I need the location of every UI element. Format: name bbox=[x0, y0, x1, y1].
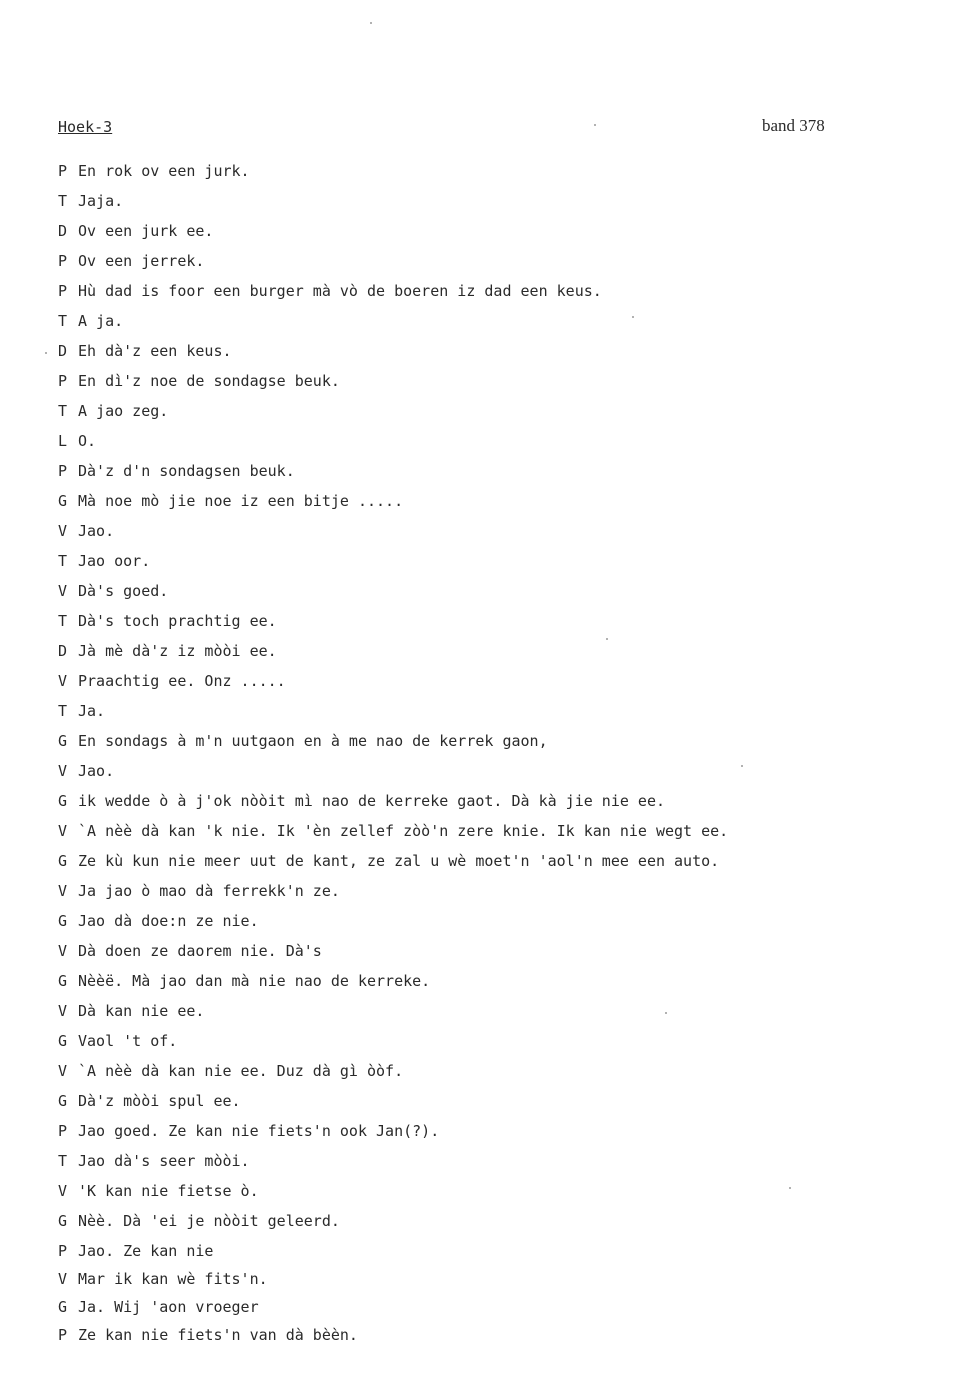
scan-speck bbox=[741, 765, 743, 767]
transcript-line bbox=[58, 1209, 938, 1239]
transcript-line bbox=[58, 1267, 938, 1295]
speaker-code: T bbox=[58, 1152, 68, 1170]
speaker-code: V bbox=[58, 822, 68, 840]
transcript-line bbox=[58, 1179, 938, 1209]
speaker-code: V bbox=[58, 1182, 68, 1200]
speaker-code: D bbox=[58, 642, 68, 660]
speaker-code: V bbox=[58, 762, 68, 780]
band-number: band 378 bbox=[762, 116, 825, 135]
transcript-line bbox=[58, 399, 938, 429]
speaker-code: V bbox=[58, 1062, 68, 1080]
speech-text: 'K kan nie fietse ò. bbox=[78, 1182, 259, 1200]
speech-text: O. bbox=[78, 432, 97, 450]
scan-speck bbox=[594, 124, 596, 126]
transcript-line bbox=[58, 489, 938, 519]
speaker-code: G bbox=[58, 972, 68, 990]
transcript-line bbox=[58, 1029, 938, 1059]
transcript-line bbox=[58, 369, 938, 399]
speech-text: Dà's toch prachtig ee. bbox=[78, 612, 277, 630]
transcript-line bbox=[58, 729, 938, 759]
transcript-line bbox=[58, 849, 938, 879]
speaker-code: G bbox=[58, 1212, 68, 1230]
scan-speck bbox=[632, 316, 634, 318]
speech-text: Jaja. bbox=[78, 192, 124, 210]
transcript-line bbox=[58, 999, 938, 1029]
speaker-code: T bbox=[58, 402, 68, 420]
speech-text: Ze kan nie fiets'n van dà bèèn. bbox=[78, 1326, 358, 1344]
transcript-line bbox=[58, 429, 938, 459]
speech-text: En rok ov een jurk. bbox=[78, 162, 250, 180]
speech-text: Dà'z mòòi spul ee. bbox=[78, 1092, 241, 1110]
speaker-code: L bbox=[58, 432, 68, 450]
speech-text: Jao oor. bbox=[78, 552, 151, 570]
speech-text: `A nèè dà kan 'k nie. Ik 'èn zellef zòò'n zere knie. Ik kan nie wegt ee. bbox=[78, 822, 729, 840]
transcript-line bbox=[58, 1239, 938, 1267]
speech-text: Jao. Ze kan nie bbox=[78, 1242, 214, 1260]
transcript-line bbox=[58, 219, 938, 249]
speech-text: En dì'z noe de sondagse beuk. bbox=[78, 372, 340, 390]
speaker-code: G bbox=[58, 852, 68, 870]
speaker-code: P bbox=[58, 282, 68, 300]
transcript-line bbox=[58, 579, 938, 609]
transcript-line bbox=[58, 1119, 938, 1149]
speaker-code: P bbox=[58, 462, 68, 480]
speech-text: Hù dad is foor een burger mà vò de boeren iz dad een keus. bbox=[78, 282, 602, 300]
speech-text: Jao dà's seer mòòi. bbox=[78, 1152, 250, 1170]
speech-text: Dà doen ze daorem nie. Dà's bbox=[78, 942, 322, 960]
speech-text: Ov een jurk ee. bbox=[78, 222, 214, 240]
speaker-code: T bbox=[58, 702, 68, 720]
speech-text: Ja. bbox=[78, 702, 106, 720]
speech-text: ik wedde ò à j'ok nòòit mì nao de kerreke gaot. Dà kà jie nie ee. bbox=[78, 792, 665, 810]
scan-speck bbox=[665, 1012, 667, 1014]
transcript-line bbox=[58, 249, 938, 279]
speech-text: `A nèè dà kan nie ee. Duz dà gì òòf. bbox=[78, 1062, 404, 1080]
transcript-line bbox=[58, 1089, 938, 1119]
transcript-line bbox=[58, 1059, 938, 1089]
transcript-line bbox=[58, 279, 938, 309]
speech-text: Ja. Wij 'aon vroeger bbox=[78, 1298, 259, 1316]
transcript-line bbox=[58, 1295, 938, 1323]
speech-text: Nèèë. Mà jao dan mà nie nao de kerreke. bbox=[78, 972, 431, 990]
speaker-code: G bbox=[58, 912, 68, 930]
speech-text: En sondags à m'n uutgaon en à me nao de kerrek gaon, bbox=[78, 732, 548, 750]
speech-text: Dà's goed. bbox=[78, 582, 169, 600]
scan-speck bbox=[789, 1187, 791, 1189]
transcript-line bbox=[58, 969, 938, 999]
speech-text: Mar ik kan wè fits'n. bbox=[78, 1270, 268, 1288]
speaker-code: D bbox=[58, 342, 68, 360]
speech-text: Eh dà'z een keus. bbox=[78, 342, 232, 360]
speech-text: Jao. bbox=[78, 522, 115, 540]
scan-speck bbox=[370, 22, 372, 24]
transcript-line bbox=[58, 339, 938, 369]
speaker-code: V bbox=[58, 882, 68, 900]
speaker-code: T bbox=[58, 552, 68, 570]
speaker-code: V bbox=[58, 582, 68, 600]
speech-text: Ze kù kun nie meer uut de kant, ze zal u wè moet'n 'aol'n mee een auto. bbox=[78, 852, 720, 870]
speech-text: Mà noe mò jie noe iz een bitje ..... bbox=[78, 492, 404, 510]
transcript-line bbox=[58, 669, 938, 699]
transcript-line bbox=[58, 459, 938, 489]
transcript-line bbox=[58, 549, 938, 579]
speech-text: Dà'z d'n sondagsen beuk. bbox=[78, 462, 295, 480]
speech-text: Nèè. Dà 'ei je nòòit geleerd. bbox=[78, 1212, 340, 1230]
document-title: Hoek-3 bbox=[58, 118, 113, 136]
speaker-code: G bbox=[58, 792, 68, 810]
transcript-lines bbox=[58, 159, 938, 1351]
transcript-line bbox=[58, 939, 938, 969]
transcript-line bbox=[58, 879, 938, 909]
speaker-code: V bbox=[58, 1270, 68, 1288]
speech-text: Vaol 't of. bbox=[78, 1032, 178, 1050]
speaker-code: V bbox=[58, 1002, 68, 1020]
speaker-code: G bbox=[58, 732, 68, 750]
speaker-code: G bbox=[58, 1032, 68, 1050]
transcript-line bbox=[58, 639, 938, 669]
speech-text: Jao dà doe:n ze nie. bbox=[78, 912, 259, 930]
speaker-code: T bbox=[58, 192, 68, 210]
speech-text: A jao zeg. bbox=[78, 402, 169, 420]
transcript-line bbox=[58, 309, 938, 339]
transcript-line bbox=[58, 759, 938, 789]
speech-text: Ja jao ò mao dà ferrekk'n ze. bbox=[78, 882, 340, 900]
transcript-line bbox=[58, 789, 938, 819]
speaker-code: G bbox=[58, 1092, 68, 1110]
speaker-code: V bbox=[58, 672, 68, 690]
transcript-line bbox=[58, 699, 938, 729]
speaker-code: P bbox=[58, 162, 68, 180]
transcript-line bbox=[58, 909, 938, 939]
transcript-line bbox=[58, 1149, 938, 1179]
transcript-line bbox=[58, 1323, 938, 1351]
speech-text: A ja. bbox=[78, 312, 124, 330]
speech-text: Ov een jerrek. bbox=[78, 252, 205, 270]
speech-text: Jà mè dà'z iz mòòi ee. bbox=[78, 642, 277, 660]
speech-text: Jao. bbox=[78, 762, 115, 780]
transcript-line bbox=[58, 519, 938, 549]
speaker-code: P bbox=[58, 372, 68, 390]
speaker-code: T bbox=[58, 312, 68, 330]
speaker-code: T bbox=[58, 612, 68, 630]
speech-text: Praachtig ee. Onz ..... bbox=[78, 672, 286, 690]
speaker-code: P bbox=[58, 1326, 68, 1344]
speaker-code: V bbox=[58, 522, 68, 540]
speaker-code: G bbox=[58, 1298, 68, 1316]
speech-text: Dà kan nie ee. bbox=[78, 1002, 205, 1020]
speaker-code: P bbox=[58, 1242, 68, 1260]
transcript-line bbox=[58, 159, 938, 189]
speaker-code: P bbox=[58, 1122, 68, 1140]
transcript-line bbox=[58, 609, 938, 639]
speaker-code: D bbox=[58, 222, 68, 240]
scan-speck bbox=[606, 638, 608, 640]
speech-text: Jao goed. Ze kan nie fiets'n ook Jan(?). bbox=[78, 1122, 440, 1140]
transcript-line bbox=[58, 189, 938, 219]
speaker-code: V bbox=[58, 942, 68, 960]
transcript-line bbox=[58, 819, 938, 849]
scan-speck bbox=[45, 352, 47, 354]
speaker-code: G bbox=[58, 492, 68, 510]
speaker-code: P bbox=[58, 252, 68, 270]
